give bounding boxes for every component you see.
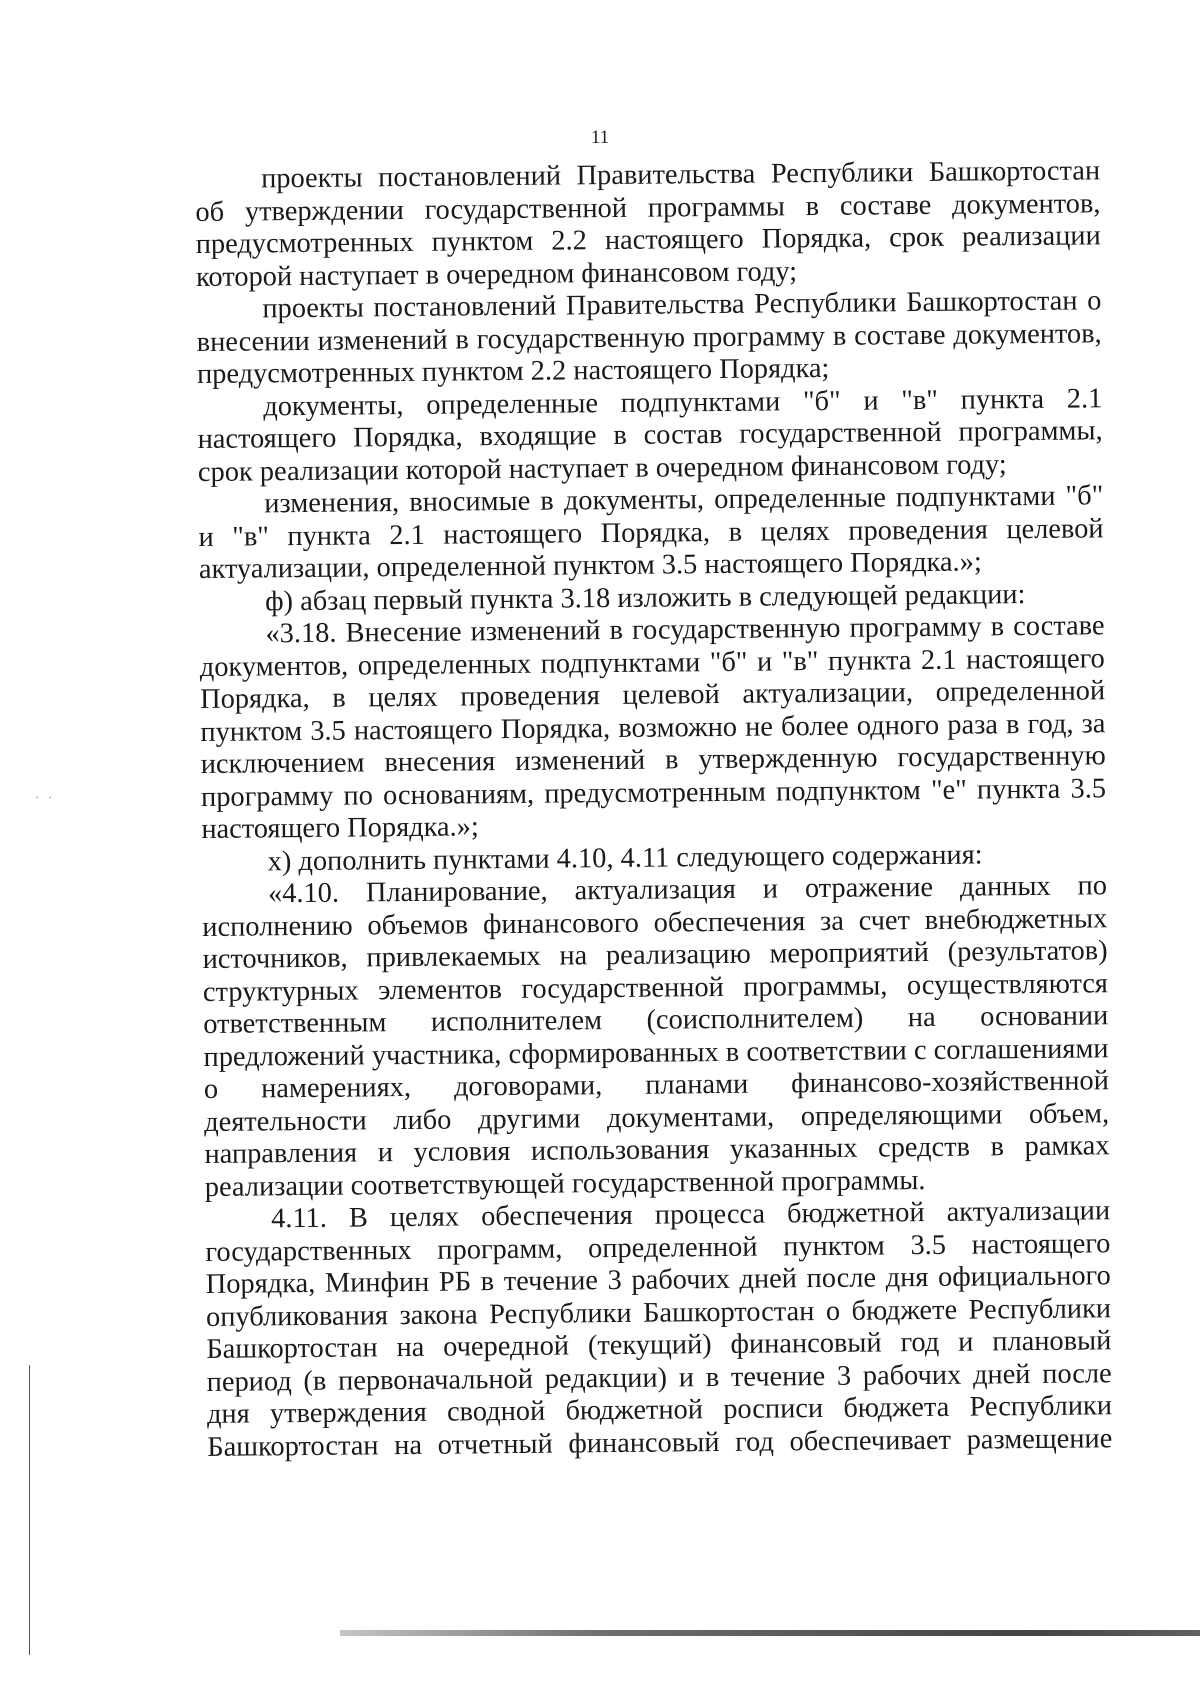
scan-margin-rule (29, 1365, 30, 1655)
paragraph-item-kh: х) дополнить пунктами 4.10, 4.11 следующего содержания: (267, 838, 983, 877)
paragraph-clause-4-10: «4.10. Планирование, актуализация и отражение данных по исполнению объемов финансового обеспечения за счет внебюджетных источников, привлекаемых на реализацию мероприятий (результатов) структурных элементов государственной программы, осуществляются ответственным исполнителем (соисполнителем) на основании предложений участника, сформированных в соответствии с соглашениями о намерениях, договорами, планами финансово-хозяйственной деятельности либо другими документами, определяющими объем, направления и условия использования указанных средств в рамках реализации соответствующей государственной программы. (202, 870, 1110, 1203)
paragraph-clause-4-11: 4.11. В целях обеспечения процесса бюджетной актуализации государственных программ, определенной пунктом 3.5 настоящего Порядка, Минфин РБ в течение 3 рабочих дней после дня официального опубликования закона Республики Башкортостан о бюджете Республики Башкортостан на очередной (текущий) финансовый год и плановый период (в первоначальной редакции) и в течение 3 рабочих дней после дня утверждения сводной бюджетной росписи бюджета Республики Башкортостан на отчетный финансовый год обеспечивает размещение (205, 1195, 1113, 1463)
paragraph-changes-targeted-update: изменения, вносимые в документы, определенные подпунктами "б" и "в" пункта 2.1 настоящего Порядка, в целях проведения целевой актуализации, определенной пунктом 3.5 настоящего Порядка.»; (198, 480, 1104, 585)
scan-bottom-edge (340, 1630, 1200, 1636)
page-number: 11 (590, 127, 610, 148)
paragraph-item-f: ф) абзац первый пункта 3.18 изложить в следующей редакции: (265, 578, 1026, 617)
paragraph-clause-3-18: «3.18. Внесение изменений в государственную программу в составе документов, определенных подпунктами "б" и "в" пункта 2.1 настоящего Порядка, в целях проведения целевой актуализации, определенной пунктом 3.5 настоящего Порядка, возможно не более одного раза в год, за исключением внесения изменений в утвержденную государственную программу по основаниям, предусмотренным подпунктом "е" пункта 3.5 настоящего Порядка.»; (199, 610, 1107, 845)
paragraph-draft-resolutions-amendments: проекты постановлений Правительства Республики Башкортостан о внесении изменений в государственную программу в составе документов, предусмотренных пунктом 2.2 настоящего Порядка; (196, 285, 1102, 390)
document-body (195, 155, 1112, 1464)
paragraph-documents-subpoints: документы, определенные подпунктами "б" и "в" пункта 2.1 настоящего Порядка, входящие в состав государственной программы, срок реализации которой наступает в очередном финансовом году; (197, 382, 1103, 488)
scan-margin-marks: · · (35, 790, 55, 804)
paragraph-draft-resolutions-approval: проекты постановлений Правительства Республики Башкортостан об утверждении государственной программы в составе документов, предусмотренных пунктом 2.2 настоящего Порядка, срок реализации которой наступает в очередном финансовом году; (195, 155, 1101, 293)
